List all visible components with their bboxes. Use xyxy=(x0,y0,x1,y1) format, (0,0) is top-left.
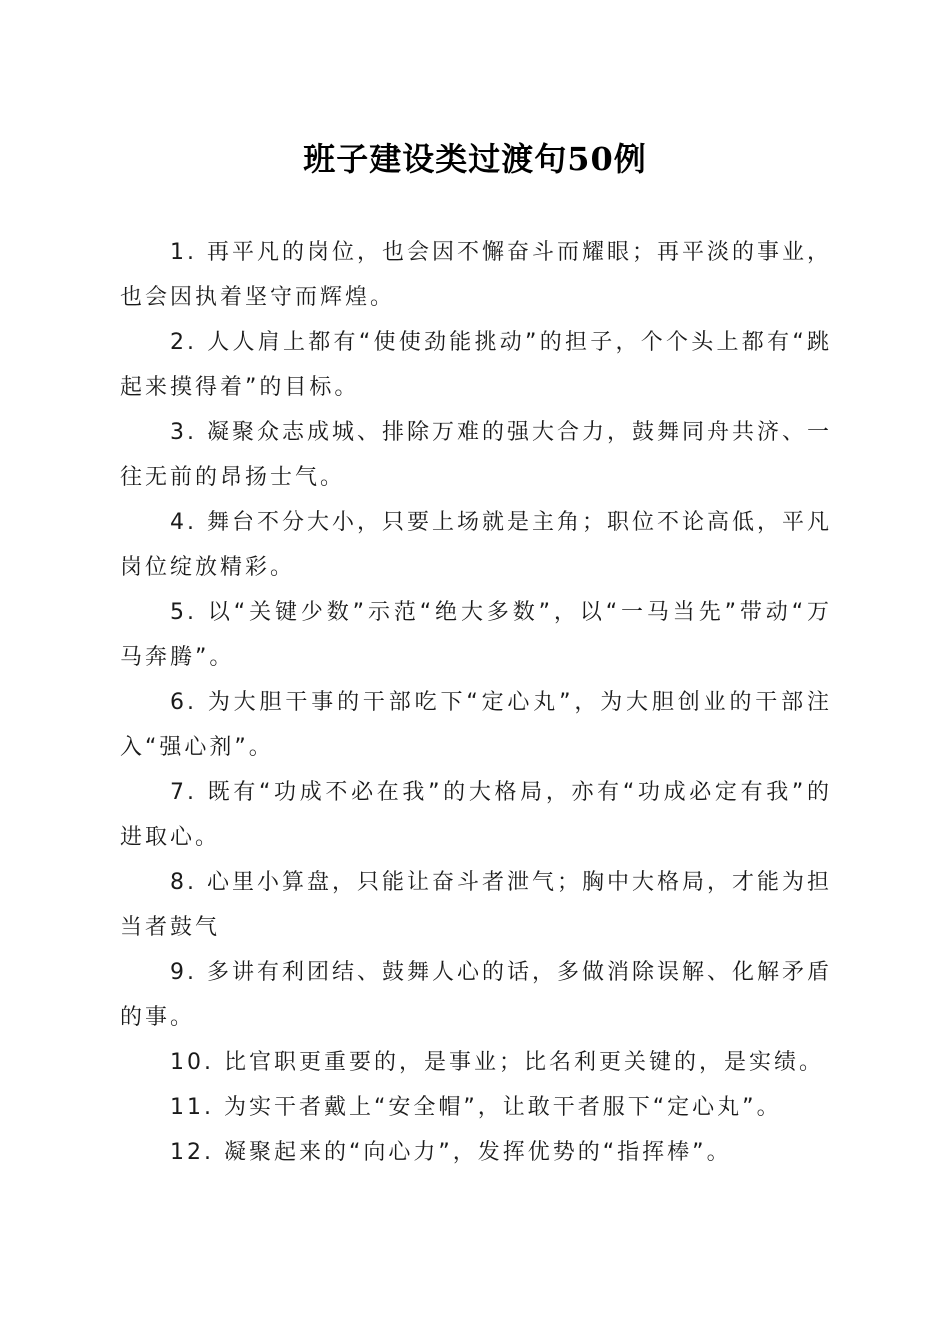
list-item: 3. 凝聚众志成城、排除万难的强大合力，鼓舞同舟共济、一往无前的昂扬士气。 xyxy=(120,420,832,490)
list-item: 9. 多讲有利团结、鼓舞人心的话，多做消除误解、化解矛盾的事。 xyxy=(120,960,832,1030)
document-body xyxy=(120,230,832,1175)
list-item: 4. 舞台不分大小，只要上场就是主角；职位不论高低，平凡岗位绽放精彩。 xyxy=(120,510,832,580)
list-item: 10. 比官职更重要的，是事业；比名利更关键的，是实绩。 xyxy=(170,1050,824,1075)
list-item: 2. 人人肩上都有“使使劲能挑动”的担子，个个头上都有“跳起来摸得着”的目标。 xyxy=(120,330,832,400)
list-item: 5. 以“关键少数”示范“绝大多数”，以“一马当先”带动“万马奔腾”。 xyxy=(120,600,832,670)
document-title: 班子建设类过渡句50例 xyxy=(303,140,647,178)
list-item: 11. 为实干者戴上“安全帽”，让敢干者服下“定心丸”。 xyxy=(170,1095,782,1120)
list-item: 12. 凝聚起来的“向心力”，发挥优势的“指挥棒”。 xyxy=(170,1140,732,1165)
list-item: 7. 既有“功成不必在我”的大格局，亦有“功成必定有我”的进取心。 xyxy=(120,780,832,850)
list-item: 8. 心里小算盘，只能让奋斗者泄气；胸中大格局，才能为担当者鼓气 xyxy=(120,870,832,940)
list-item: 1. 再平凡的岗位，也会因不懈奋斗而耀眼；再平淡的事业，也会因执着坚守而辉煌。 xyxy=(120,240,832,310)
list-item: 6. 为大胆干事的干部吃下“定心丸”，为大胆创业的干部注入“强心剂”。 xyxy=(120,690,832,760)
